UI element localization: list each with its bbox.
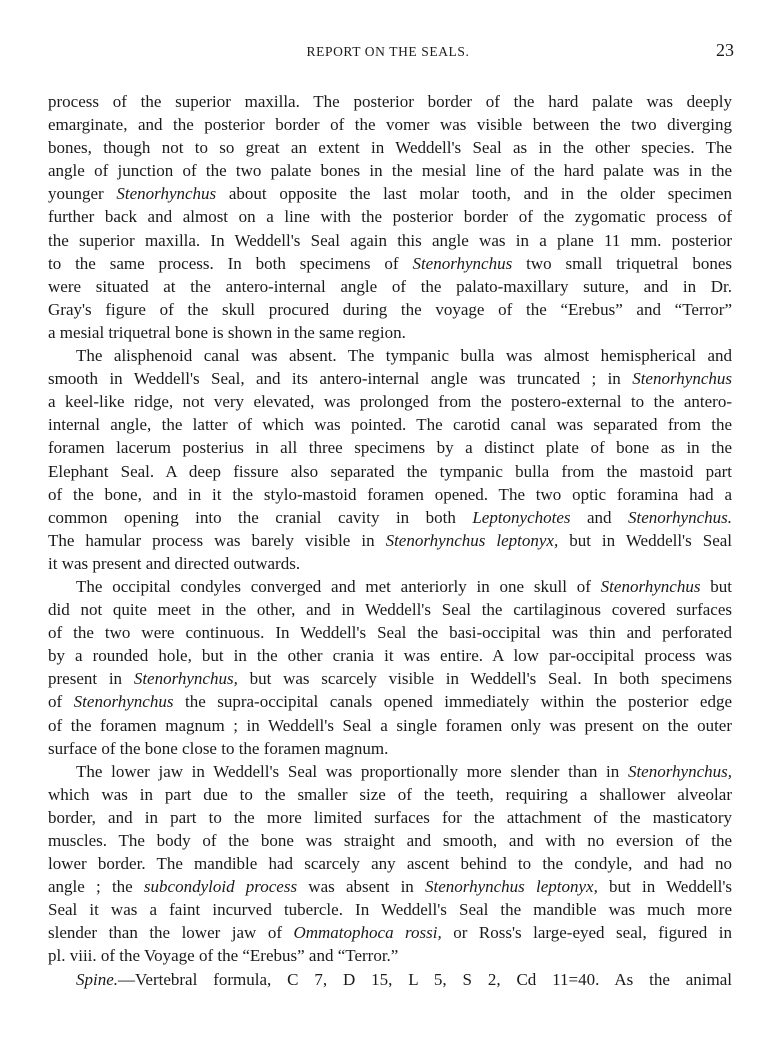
text-segment: a keel-like ridge, not very elevated, was prolonged from the postero-external to the antero- — [48, 392, 732, 412]
text-line — [48, 644, 732, 667]
text-segment: The lower jaw in Weddell's Seal was proportionally more slender than in — [76, 761, 628, 781]
text-line — [48, 875, 732, 898]
text-segment: bones, though not to so great an extent in Weddell's Seal as in the other species. The — [48, 138, 732, 158]
text-segment: angle ; the — [48, 877, 144, 897]
text-line — [48, 298, 732, 321]
text-line — [48, 506, 732, 529]
text-segment: pl. viii. of the Voyage of the “Erebus” and “Terror.” — [48, 946, 399, 966]
text-segment: about opposite the last molar tooth, and in the older specimen — [216, 184, 732, 204]
text-segment: but was scarcely visible in Weddell's Seal. In both specimens — [237, 669, 732, 689]
text-segment: process of the superior maxilla. The posterior border of the hard palate was deeply — [48, 92, 732, 111]
italic-text: Stenorhynchus, — [627, 761, 732, 781]
text-segment: internal angle, the latter of which was pointed. The carotid canal was separated from the — [48, 415, 732, 435]
text-line — [48, 367, 732, 390]
italic-text: Stenorhynchus leptonyx, — [385, 530, 559, 550]
text-segment: further back and almost on a line with the posterior border of the zygomatic process of — [48, 207, 732, 227]
italic-text: Stenorhynchus — [73, 692, 174, 712]
text-line — [48, 252, 732, 275]
text-line — [48, 621, 732, 644]
text-segment: emarginate, and the posterior border of the vomer was visible between the two diverging — [48, 115, 732, 135]
text-segment: smooth in Weddell's Seal, and its antero-internal angle was truncated ; in — [48, 369, 633, 389]
text-line — [48, 898, 732, 921]
text-segment: border, and in part to the more limited surfaces for the attachment of the masticatory — [48, 807, 732, 827]
italic-text: Stenorhynchus — [632, 369, 732, 389]
text-segment: or Ross's large-eyed seal, figured in — [441, 923, 732, 943]
text-line — [48, 575, 732, 598]
text-line — [48, 944, 732, 967]
text-segment: to the same process. In both specimens of — [48, 253, 413, 273]
text-line — [48, 205, 732, 228]
text-segment: The occipital condyles converged and met anteriorly in one skull of — [76, 576, 601, 596]
text-line — [48, 90, 732, 113]
text-segment: foramen lacerum posterius in all three specimens by a distinct plate of bone as in the — [48, 438, 732, 458]
text-segment: Gray's figure of the skull procured during the voyage of the “Erebus” and “Terror” — [48, 299, 732, 319]
text-segment: the supra-occipital canals opened immediately within the posterior edge — [173, 692, 732, 712]
text-segment: but — [700, 576, 732, 596]
italic-text: subcondyloid process — [143, 877, 298, 897]
text-segment: Seal it was a faint incurved tubercle. In Weddell's Seal the mandible was much more — [48, 900, 732, 920]
text-line — [48, 598, 732, 621]
text-segment: which was in part due to the smaller size of the teeth, requiring a shallower alveolar — [48, 784, 732, 804]
italic-text: Stenorhynchus — [116, 184, 217, 204]
text-segment: slender than the lower jaw of — [48, 923, 294, 943]
text-line — [48, 436, 732, 459]
italic-text: Stenorhynchus — [600, 576, 701, 596]
italic-text: Stenorhynchus. — [627, 507, 733, 527]
italic-text: Stenorhynchus, — [133, 669, 238, 689]
text-segment: Elephant Seal. A deep fissure also separated the tympanic bulla from the mastoid part — [48, 461, 732, 481]
text-segment: muscles. The body of the bone was straight and smooth, and with no eversion of the — [48, 831, 732, 850]
text-line — [48, 852, 732, 875]
text-segment: a mesial triquetral bone is shown in the same region. — [48, 322, 406, 342]
italic-text: Stenorhynchus leptonyx, — [425, 877, 598, 897]
text-segment: of the foramen magnum ; in Weddell's Seal a single foramen only was present on the outer — [48, 715, 732, 735]
text-line — [48, 275, 732, 298]
text-line — [48, 529, 732, 552]
body-text — [48, 90, 732, 991]
text-line — [48, 413, 732, 436]
text-segment: The hamular process was barely visible in — [48, 530, 386, 550]
text-segment: angle of junction of the two palate bones in the mesial line of the hard palate was in the — [48, 161, 732, 181]
text-segment: was absent in — [297, 877, 426, 897]
text-line — [48, 806, 732, 829]
italic-text: Ommatophoca rossi, — [293, 923, 442, 943]
text-segment: of — [48, 692, 74, 712]
text-segment: and — [570, 507, 628, 527]
page-number: 23 — [716, 40, 734, 60]
text-segment: of the bone, and in it the stylo-mastoid foramen opened. The two optic foramina had a — [48, 484, 732, 504]
text-line — [48, 690, 732, 713]
text-segment: lower border. The mandible had scarcely any ascent behind to the condyle, and had no — [48, 854, 732, 874]
running-head: REPORT ON THE SEALS. — [306, 44, 470, 59]
text-segment: common opening into the cranial cavity in both — [48, 507, 473, 527]
italic-text: Leptonychotes — [472, 507, 571, 527]
text-segment: of the two were continuous. In Weddell's Seal the basi-occipital was thin and perforated — [48, 623, 732, 643]
text-segment: but in Weddell's — [597, 877, 732, 897]
text-segment: were situated at the antero-internal angle of the palato-maxillary suture, and in Dr. — [48, 276, 732, 296]
text-line — [48, 968, 732, 991]
text-segment: did not quite meet in the other, and in Weddell's Seal the cartilaginous covered surfaces — [48, 600, 732, 620]
text-segment: the superior maxilla. In Weddell's Seal again this angle was in a plane 11 mm. posterior — [48, 230, 732, 250]
text-line — [48, 921, 732, 944]
text-segment: but in Weddell's Seal — [558, 530, 733, 550]
text-line — [48, 783, 732, 806]
text-segment: present in — [48, 669, 134, 689]
text-line — [48, 136, 732, 159]
text-line — [48, 390, 732, 413]
text-segment: younger — [48, 184, 117, 204]
text-segment: it was present and directed outwards. — [48, 553, 301, 573]
text-line — [48, 667, 732, 690]
text-line — [48, 460, 732, 483]
text-segment: The alisphenoid canal was absent. The tympanic bulla was almost hemispherical and — [76, 346, 732, 366]
text-line — [48, 737, 732, 760]
text-segment: surface of the bone close to the foramen magnum. — [48, 738, 389, 758]
text-line — [48, 321, 732, 344]
text-line — [48, 159, 732, 182]
text-line — [48, 344, 732, 367]
text-segment: two small triquetral bones — [512, 253, 732, 273]
text-line — [48, 182, 732, 205]
text-line — [48, 760, 732, 783]
text-segment: —Vertebral formula, C 7, D 15, L 5, S 2, Cd 11=40. As the animal — [118, 969, 732, 989]
text-line — [48, 714, 732, 737]
text-segment: by a rounded hole, but in the other crania it was entire. A low par-occipital process was — [48, 646, 732, 666]
italic-text: Stenorhynchus — [412, 253, 513, 273]
text-line — [48, 552, 732, 575]
text-line — [48, 829, 732, 852]
text-line — [48, 229, 732, 252]
italic-text: Spine. — [76, 969, 119, 989]
text-line — [48, 483, 732, 506]
text-line — [48, 113, 732, 136]
